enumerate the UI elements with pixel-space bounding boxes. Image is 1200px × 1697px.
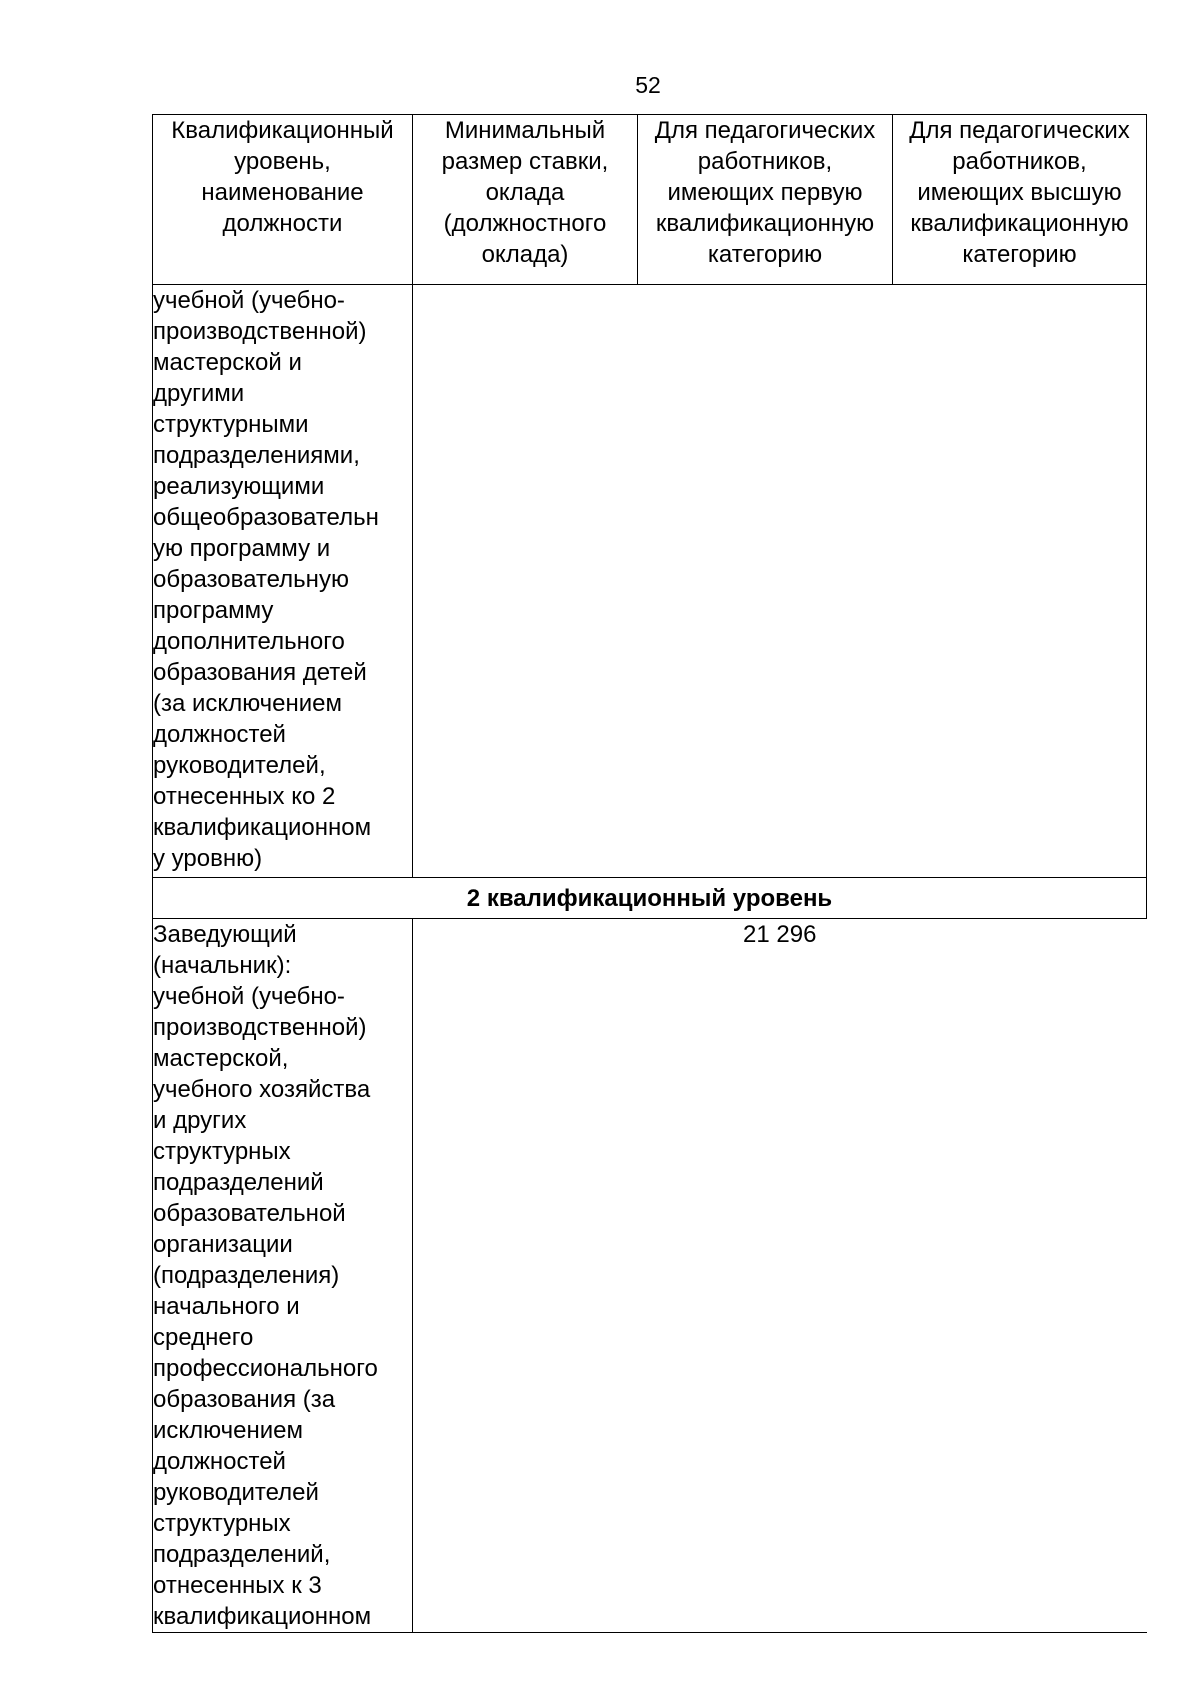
qualification-level-heading: 2 квалификационный уровень xyxy=(153,878,1147,919)
table-header-row xyxy=(153,115,1147,285)
qualification-level-row xyxy=(153,878,1147,919)
header-highest-category: Для педагогических работников, имеющих высшую квалификационную категорию xyxy=(893,115,1147,285)
salary-value: 21 296 xyxy=(743,921,817,948)
qualification-salary-table xyxy=(152,114,1147,1633)
header-minimum-salary: Минимальный размер ставки, оклада (должностного оклада) xyxy=(413,115,638,285)
page-number: 52 xyxy=(635,72,661,98)
position-name-cell: Заведующий (начальник): учебной (учебно- производственной) мастерской, учебного хозяйства и других структурных подразделений образовательной организации (подразделения) начального и среднего профессионального образования (за исключением должностей руководителей структурных подразделений, отнесенных к 3 квалификационном xyxy=(153,919,413,1633)
table-row xyxy=(153,919,1147,1633)
header-first-category: Для педагогических работников, имеющих первую квалификационную категорию xyxy=(638,115,893,285)
salary-value-cell xyxy=(413,919,1147,1633)
header-position-name: Квалификационный уровень, наименование должности xyxy=(153,115,413,285)
position-name-cell: учебной (учебно- производственной) мастерской и другими структурными подразделениями, реализующими общеобразовательн ую программу и образовательную программу дополнительного образования детей (за исключением должностей руководителей, отнесенных ко 2 квалификационном у уровню) xyxy=(153,285,413,878)
table-row xyxy=(153,285,1147,878)
empty-values-cell xyxy=(413,285,1147,878)
